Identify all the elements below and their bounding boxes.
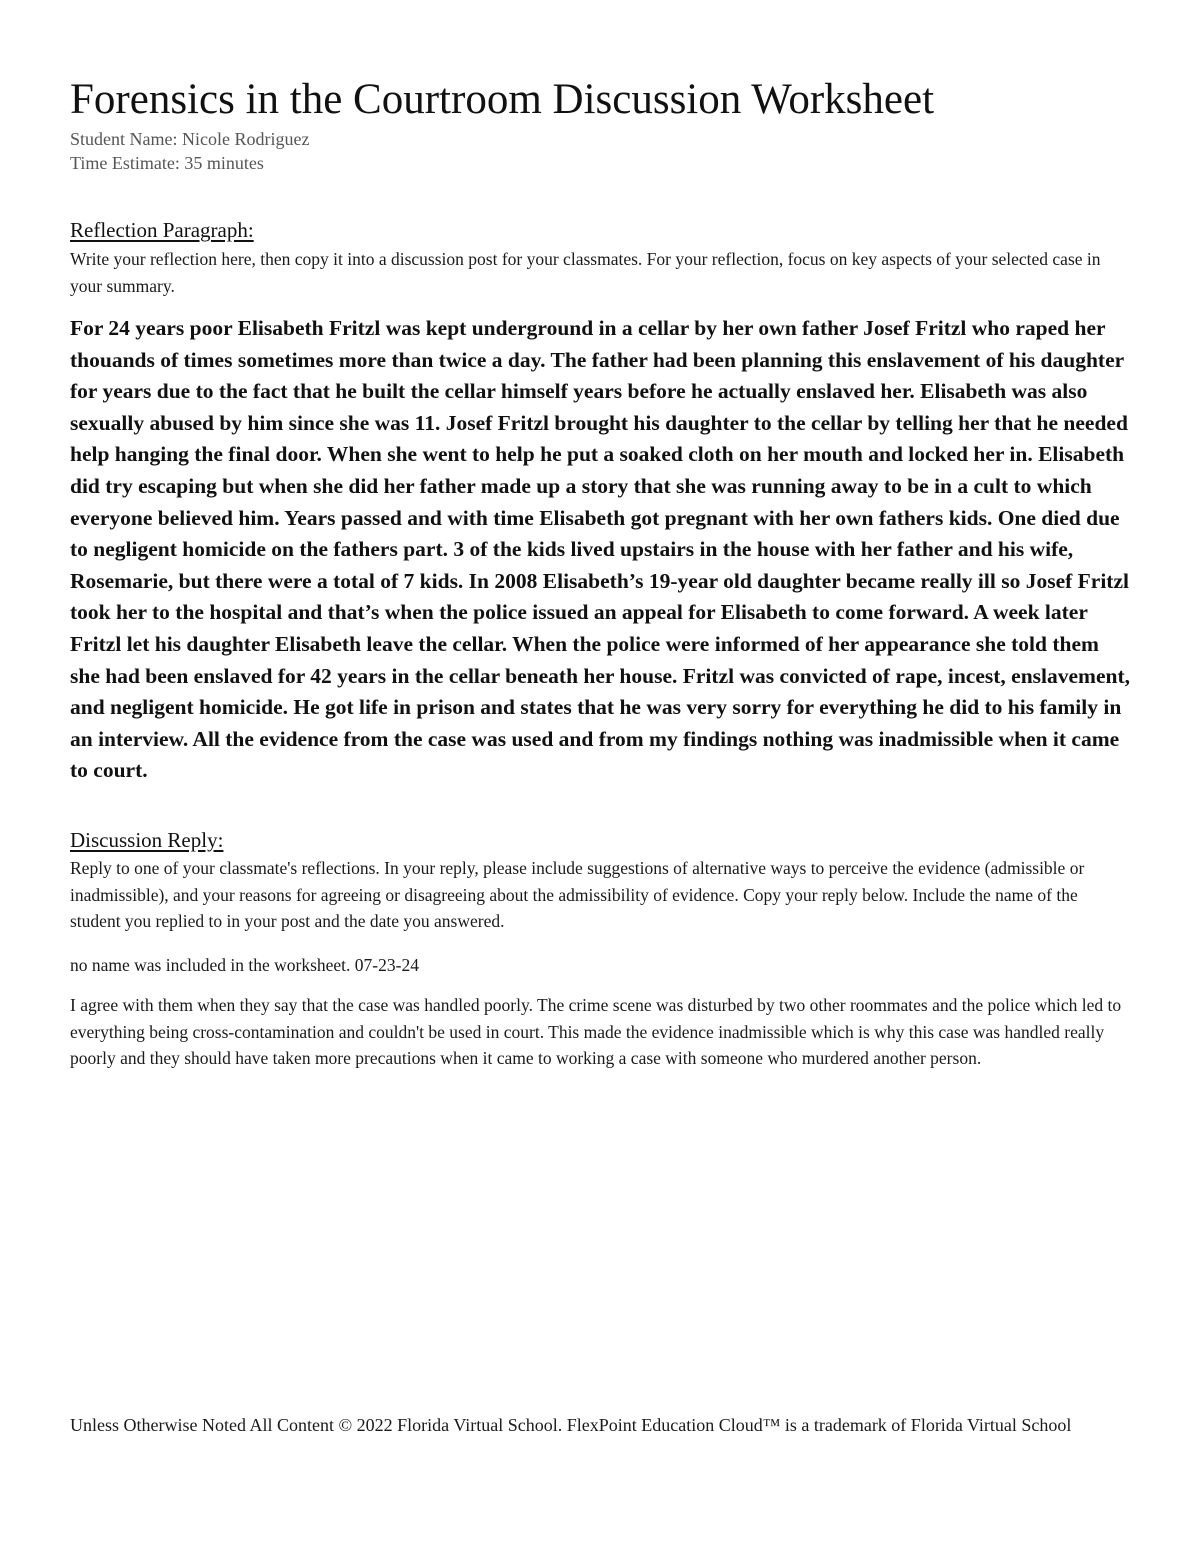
discussion-instructions: Reply to one of your classmate's reflections. In your reply, please include suggestions of alternative ways to perceive the evidence (admissible or inadmissible), and your reasons for agreeing or disagreeing about the admissibility of evidence. Copy your reply below. Include the name of the student you replied to in your post and the date you answered.: [70, 858, 1085, 931]
reflection-instructions: Write your reflection here, then copy it into a discussion post for your classmates. For your reflection, focus on key aspects of your selected case in your summary.: [70, 249, 1101, 296]
document-title: Forensics in the Courtroom Discussion Worksheet: [70, 76, 935, 123]
student-name: Student Name: Nicole Rodriguez: [70, 129, 310, 149]
discussion-heading: Discussion Reply:: [70, 828, 224, 852]
worksheet-page: [70, 0, 1130, 1553]
discussion-reply-text: I agree with them when they say that the case was handled poorly. The crime scene was disturbed by two other roommates and the police which led to everything being cross-contamination and couldn't be used in court. This made the evidence inadmissible which is why this case was handled really poorly and they should have taken more precautions when it came to working a case with someone who murdered another person.: [70, 995, 1122, 1068]
time-estimate: Time Estimate: 35 minutes: [70, 153, 264, 173]
copyright-footer: Unless Otherwise Noted All Content © 2022 Florida Virtual School. FlexPoint Education Cloud™ is a trademark of Florida Virtual School: [70, 1415, 1072, 1435]
reply-recipient-and-date: no name was included in the worksheet. 07-23-24: [70, 955, 419, 975]
reflection-paragraph: For 24 years poor Elisabeth Fritzl was kept underground in a cellar by her own father Josef Fritzl who raped her thouands of times sometimes more than twice a day. The father had been planning this enslavement of his daughter for years due to the fact that he built the cellar himself years before he actually enslaved her. Elisabeth was also sexually abused by him since she was 11. Josef Fritzl brought his daughter to the cellar by telling her that he needed help hanging the final door. When she went to help he put a soaked cloth on her mouth and locked her in. Elisabeth did try escaping but when she did her father made up a story that she was running away to be in a cult to which everyone believed him. Years passed and with time Elisabeth got pregnant with her own fathers kids. One died due to negligent homicide on the fathers part. 3 of the kids lived upstairs in the house with her father and his wife, Rosemarie, but there were a total of 7 kids. In 2008 Elisabeth’s 19-year old daughter became really ill so Josef Fritzl took her to the hospital and that’s when the police issued an appeal for Elisabeth to come forward. A week later Fritzl let his daughter Elisabeth leave the cellar. When the police were informed of her appearance she told them she had been enslaved for 42 years in the cellar beneath her house. Fritzl was convicted of rape, incest, enslavement, and negligent homicide. He got life in prison and states that he was very sorry for everything he did to his family in an interview. All the evidence from the case was used and from my findings nothing was inadmissible when it came to court.: [70, 316, 1130, 783]
reflection-heading: Reflection Paragraph:: [70, 218, 254, 242]
